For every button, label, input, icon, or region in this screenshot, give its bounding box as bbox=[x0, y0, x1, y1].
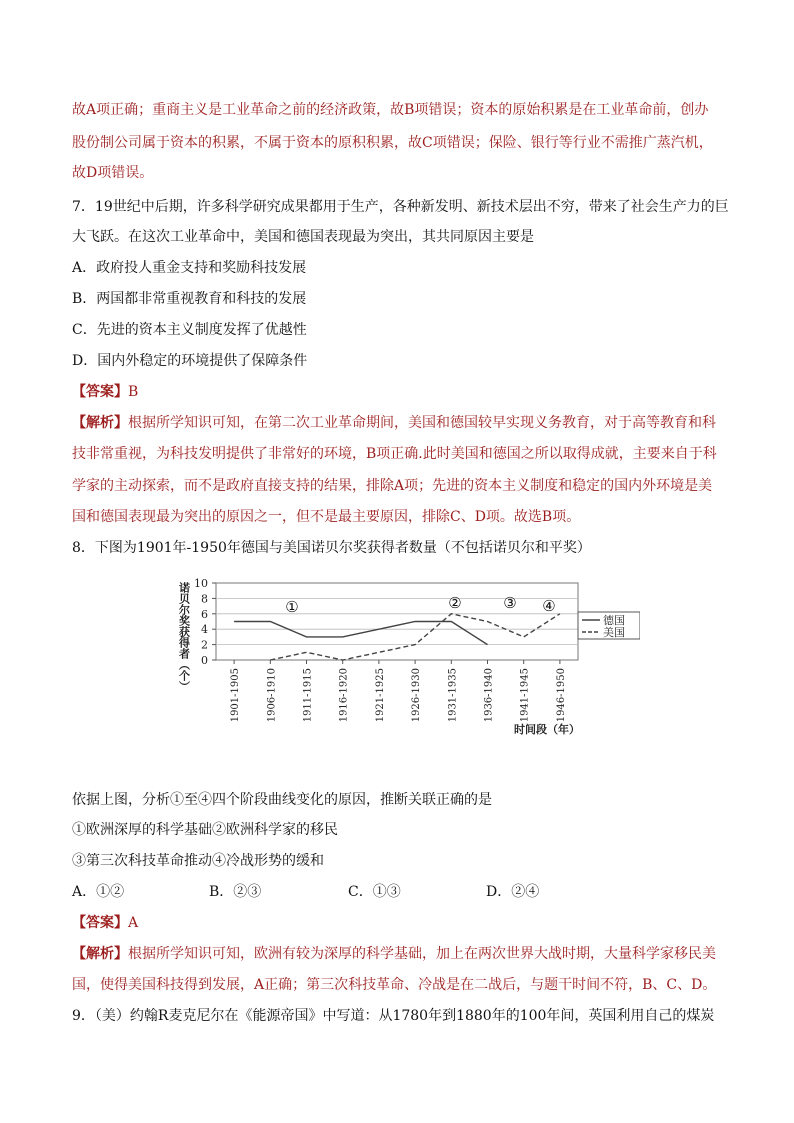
y-tick-label: 6 bbox=[201, 607, 208, 621]
option-a: A．政府投人重金支持和奖励科技发展 bbox=[72, 260, 307, 276]
stage-marker: ④ bbox=[542, 597, 556, 615]
x-tick-label: 1946-1950 bbox=[555, 668, 567, 723]
x-tick-label: 1916-1920 bbox=[338, 668, 350, 723]
option-b: B．两国都非常重视教育和科技的发展 bbox=[72, 291, 307, 307]
explanation-line: 股份制公司属于资本的积累，不属于资本的原积积累，故C项错误；保险、银行等行业不需推广蒸汽机， bbox=[72, 135, 713, 151]
explanation-line: 故D项错误。 bbox=[72, 165, 154, 181]
legend-label: 德国 bbox=[603, 614, 625, 627]
x-tick-label: 1926-1930 bbox=[411, 668, 423, 723]
question-8-stem: 8．下图为1901年-1950年德国与美国诺贝尔奖获得者数量（不包括诺贝尔和平奖） bbox=[72, 540, 591, 556]
option-b: B．②③ bbox=[209, 884, 262, 900]
question-7-stem: 大飞跃。在这次工业革命中，美国和德国表现最为突出，其共同原因主要是 bbox=[72, 229, 534, 245]
stage-marker: ① bbox=[285, 598, 299, 616]
y-tick-label: 0 bbox=[201, 654, 208, 667]
y-axis-label: 诺贝尔奖获得者（个） bbox=[177, 582, 191, 692]
x-tick-label: 1911-1915 bbox=[302, 668, 314, 723]
answer-value: A bbox=[128, 915, 139, 931]
x-tick-label: 1931-1935 bbox=[447, 668, 459, 723]
option-a: A．①② bbox=[72, 884, 125, 900]
y-tick-label: 2 bbox=[201, 638, 208, 652]
answer-tag: 【答案】 bbox=[72, 915, 128, 931]
answer-7 bbox=[72, 382, 138, 402]
nobel-chart bbox=[160, 570, 640, 740]
option-c: C．先进的资本主义制度发挥了优越性 bbox=[72, 322, 307, 338]
answer-8 bbox=[72, 913, 138, 933]
y-tick-label: 10 bbox=[194, 577, 208, 590]
explanation-line: 故A项正确；重商主义是工业革命之前的经济政策，故B项错误；资本的原始积累是在工业革命前，创办 bbox=[72, 102, 709, 118]
x-tick-label: 1941-1945 bbox=[519, 668, 531, 723]
question-7-stem: 7．19世纪中后期，许多科学研究成果都用于生产，各种新发明、新技术层出不穷，带来了社会生产力的巨 bbox=[72, 199, 729, 215]
answer-value: B bbox=[128, 384, 139, 400]
analysis-tag: 【解析】 bbox=[72, 415, 128, 431]
option-d: D．②④ bbox=[486, 884, 540, 900]
analysis-line: 技非常重视，为科技发明提供了非常好的环境，B项正确.此时美国和德国之所以取得成就，主要来自于科 bbox=[72, 446, 717, 462]
stage-marker: ③ bbox=[503, 594, 517, 612]
analysis-line: 学家的主动探索，而不是政府直接支持的结果，排除A项；先进的资本主义制度和稳定的国内外环境是美 bbox=[72, 478, 713, 494]
x-tick-label: 1906-1910 bbox=[266, 668, 278, 723]
analysis-line: 国和德国表现最为突出的原因之一，但不是最主要原因，排除C、D项。故选B项。 bbox=[72, 509, 581, 525]
analysis-7 bbox=[72, 413, 716, 433]
question-9-stem: 9．（美）约翰R麦克尼尔在《能源帝国》中写道：从1780年到1880年的100年间，英国利用自己的煤炭 bbox=[72, 1008, 715, 1024]
analysis-8 bbox=[72, 944, 716, 964]
option-d: D．国内外稳定的环境提供了保障条件 bbox=[72, 353, 308, 369]
x-axis-label: 时间段（年） bbox=[514, 723, 580, 736]
analysis-line: 国，使得美国科技得到发展，A正确；第三次科技革命、冷战是在二战后，与题干时间不符，B、C、D。 bbox=[72, 977, 717, 993]
stage-marker: ② bbox=[448, 594, 462, 612]
x-tick-label: 1936-1940 bbox=[483, 668, 495, 723]
answer-tag: 【答案】 bbox=[72, 384, 128, 400]
statement-line: ①欧洲深厚的科学基础②欧洲科学家的移民 bbox=[72, 822, 338, 838]
legend-label: 美国 bbox=[603, 626, 625, 639]
x-tick-label: 1921-1925 bbox=[374, 668, 386, 723]
y-tick-label: 8 bbox=[201, 592, 208, 606]
analysis-tag: 【解析】 bbox=[72, 946, 128, 962]
series-line-germany bbox=[234, 622, 487, 645]
analysis-text: 根据所学知识可知，在第二次工业革命期间，美国和德国较早实现义务教育，对于高等教育和科 bbox=[128, 415, 716, 431]
y-tick-label: 4 bbox=[201, 623, 208, 637]
option-c: C．①③ bbox=[348, 884, 401, 900]
analysis-text: 根据所学知识可知，欧洲有较为深厚的科学基础，加上在两次世界大战时期，大量科学家移民美 bbox=[128, 946, 716, 962]
x-tick-label: 1901-1905 bbox=[230, 668, 242, 723]
statement-line: ③第三次科技革命推动④冷战形势的缓和 bbox=[72, 853, 324, 869]
question-8-prompt: 依据上图，分析①至④四个阶段曲线变化的原因，推断关联正确的是 bbox=[72, 792, 492, 808]
